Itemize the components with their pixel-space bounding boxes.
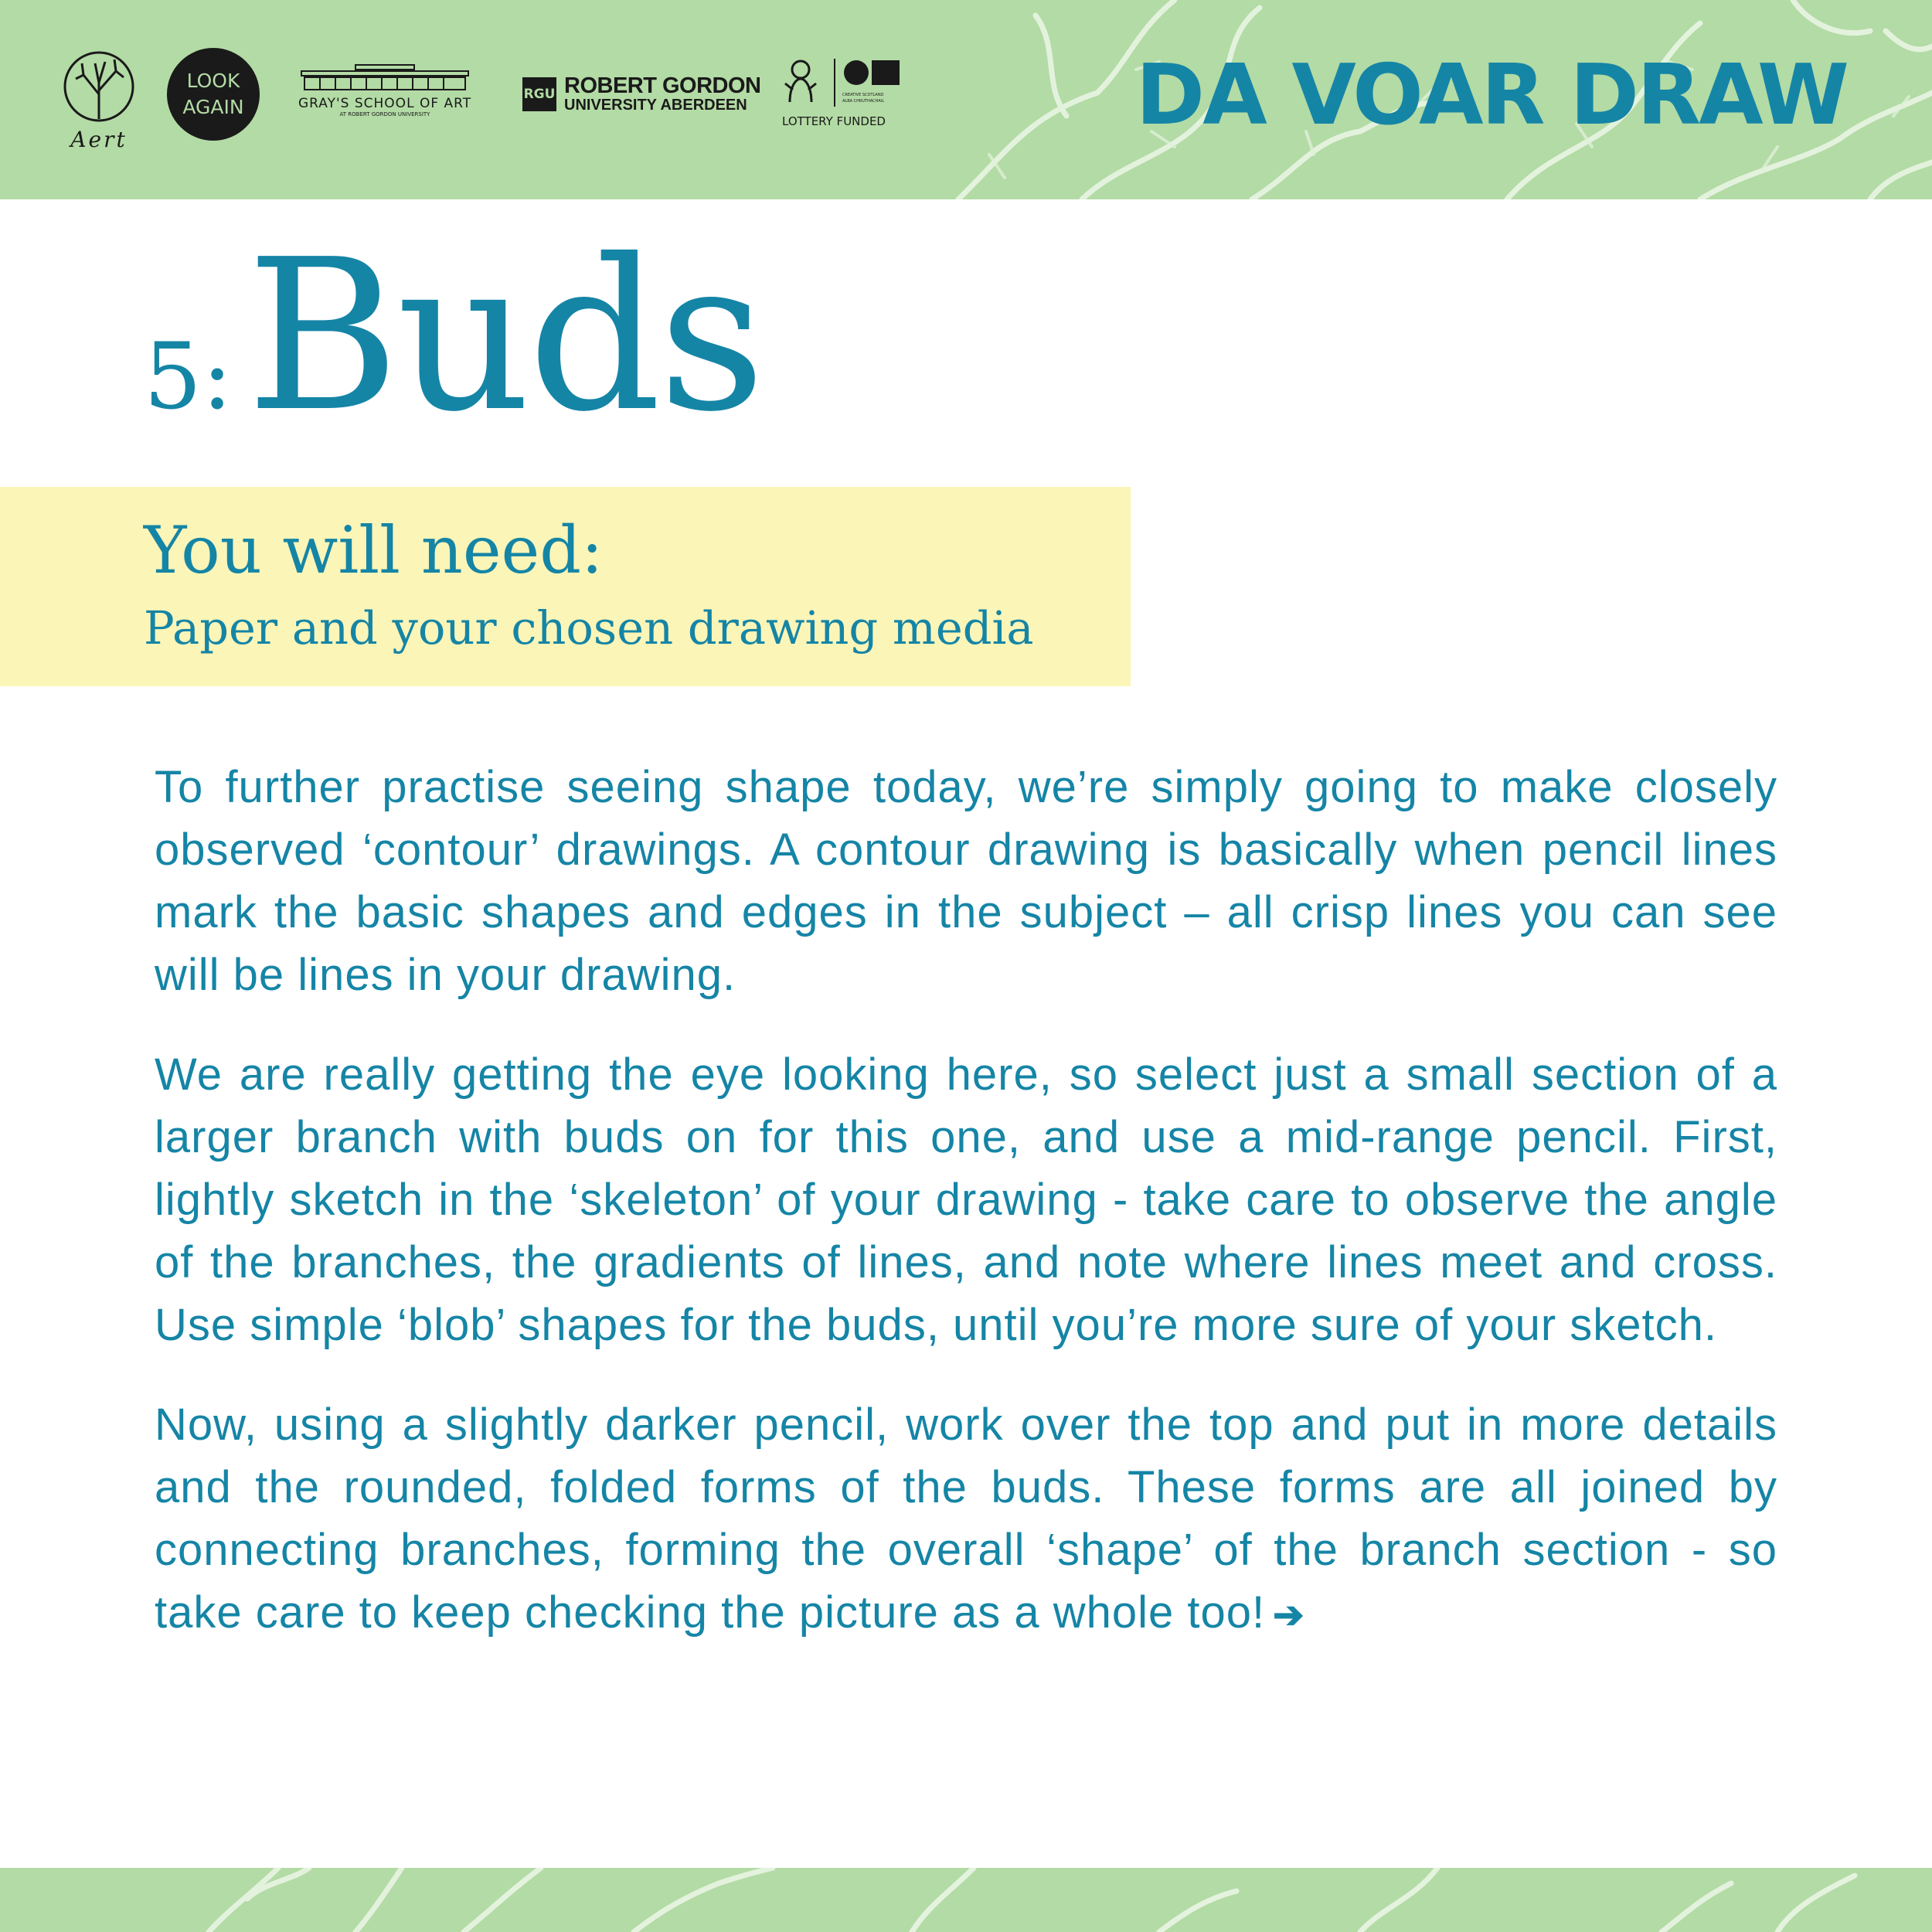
lottery-hands-icon (781, 56, 903, 110)
rgu-line-1: ROBERT GORDON (564, 73, 761, 98)
creative-scotland-gaelic-text: ALBA CHRUTHACHAIL (842, 99, 885, 104)
next-arrow-icon: ➔ (1273, 1595, 1305, 1636)
lottery-funded-logo (781, 56, 903, 133)
materials-heading: You will need: (144, 512, 604, 588)
creative-scotland-text: CREATIVE SCOTLAND (842, 93, 884, 97)
materials-box (0, 487, 1131, 686)
rgu-mark: RGU (522, 77, 556, 111)
brand-title: DA VOAR DRAW (1135, 47, 1847, 144)
lottery-funded-text: LOTTERY FUNDED (782, 114, 886, 128)
footer-branch-decoration (0, 1868, 1932, 1932)
instruction-paragraph-2: We are really getting the eye looking here, so select just a small section of a larger branch with buds on for this one, and use a mid-range pencil. First, lightly sketch in the ‘skeleton’ of your drawing - take care to observe the angle of the branches, the gradients of lines, and note where lines meet and cross. Use simple ‘blob’ shapes for the buds, until you’re more sure of your sketch. (155, 1049, 1777, 1350)
look-again-text: LOOK AGAIN (182, 70, 244, 118)
instruction-paragraph-3-text: Now, using a slightly darker pencil, work over the top and put in more details and the rounded, folded forms of the buds. These forms are all joined by connecting branches, forming the overall ‘shape’ of the branch section - so take care to keep checking the picture as a whole too! (155, 1400, 1777, 1638)
aert-logo-text: Aert (70, 127, 128, 152)
footer-band (0, 1868, 1932, 1932)
grays-logo-text: GRAY'S SCHOOL OF ART (298, 96, 472, 111)
instruction-paragraph-1: To further practise seeing shape today, we’re simply going to make closely observed ‘contour’ drawings. A contour drawing is basically when pencil lines mark the basic shapes and edges in the subject – all crisp lines you can see will be lines in your drawing. (155, 762, 1777, 1000)
rgu-logo (522, 73, 761, 117)
page-title (144, 214, 763, 457)
header-band (0, 0, 1932, 199)
building-icon (298, 63, 471, 91)
rgu-line-2: UNIVERSITY ABERDEEN (564, 97, 747, 114)
look-again-logo (167, 48, 260, 141)
grays-school-logo (298, 63, 471, 125)
aert-logo (60, 48, 138, 152)
grays-logo-subtext: AT ROBERT GORDON UNIVERSITY (339, 111, 430, 117)
step-number: 5: (144, 323, 233, 430)
step-title: Buds (246, 214, 763, 457)
aert-tree-icon (60, 48, 138, 125)
instruction-paragraph-3 (155, 1393, 1777, 1647)
instructions (155, 756, 1777, 1684)
materials-text: Paper and your chosen drawing media (144, 601, 1034, 655)
